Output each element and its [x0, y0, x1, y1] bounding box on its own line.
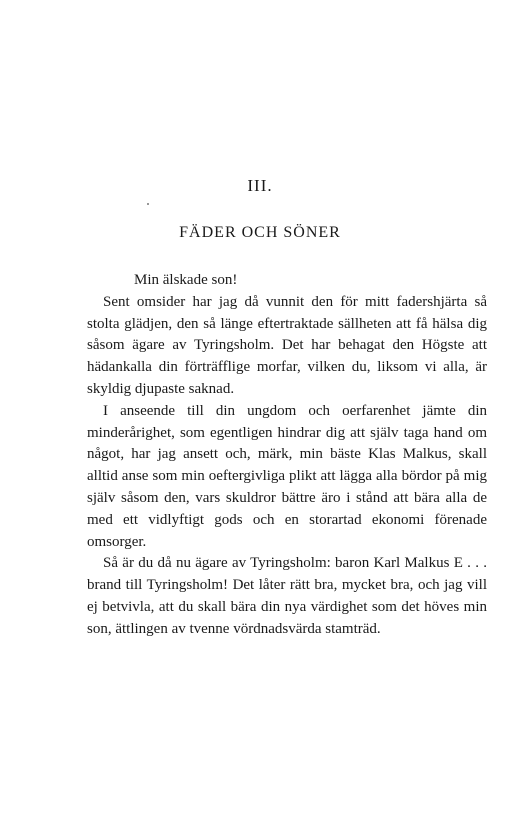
letter-salutation: Min älskade son! — [134, 272, 238, 288]
ink-speck — [147, 203, 149, 205]
chapter-title: FÄDER OCH SÖNER — [179, 224, 341, 241]
paragraph-3: Så är du då nu ägare av Tyringsholm: baron Karl Malkus E . . . brand till Tyringsholm! Det låter rätt bra, mycket bra, och jag vill ej betvivla, att du skall bära din nya värdighet som det höves min son, ättlingen av tvenne vördnadsvärda stamträd. — [87, 555, 487, 637]
chapter-number: III. — [247, 176, 273, 195]
letter-body — [87, 270, 487, 641]
paragraph-1: Sent omsider har jag då vunnit den för mitt fadershjärta så stolta glädjen, den så länge eftertraktade sällheten att få hälsa dig såsom ägare av Tyringsholm. Det har behagat den Högste att hädankalla din förträfflige morfar, vilken du, liksom vi alla, är skyldig djupaste saknad. — [87, 293, 487, 397]
paragraph-2: I anseende till din ungdom och oerfarenhet jämte din minderårighet, som egentligen hindrar dig att själv taga hand om något, har jag ansett och, märk, min bäste Klas Malkus, skall alltid anse som min oeftergivliga plikt att lägga alla bördor på mig själv såsom den, vars skuldror bättre äro i stånd att bära alla de med ett vidlyftigt gods och en storartad ekonomi förenade omsorger. — [87, 402, 487, 550]
